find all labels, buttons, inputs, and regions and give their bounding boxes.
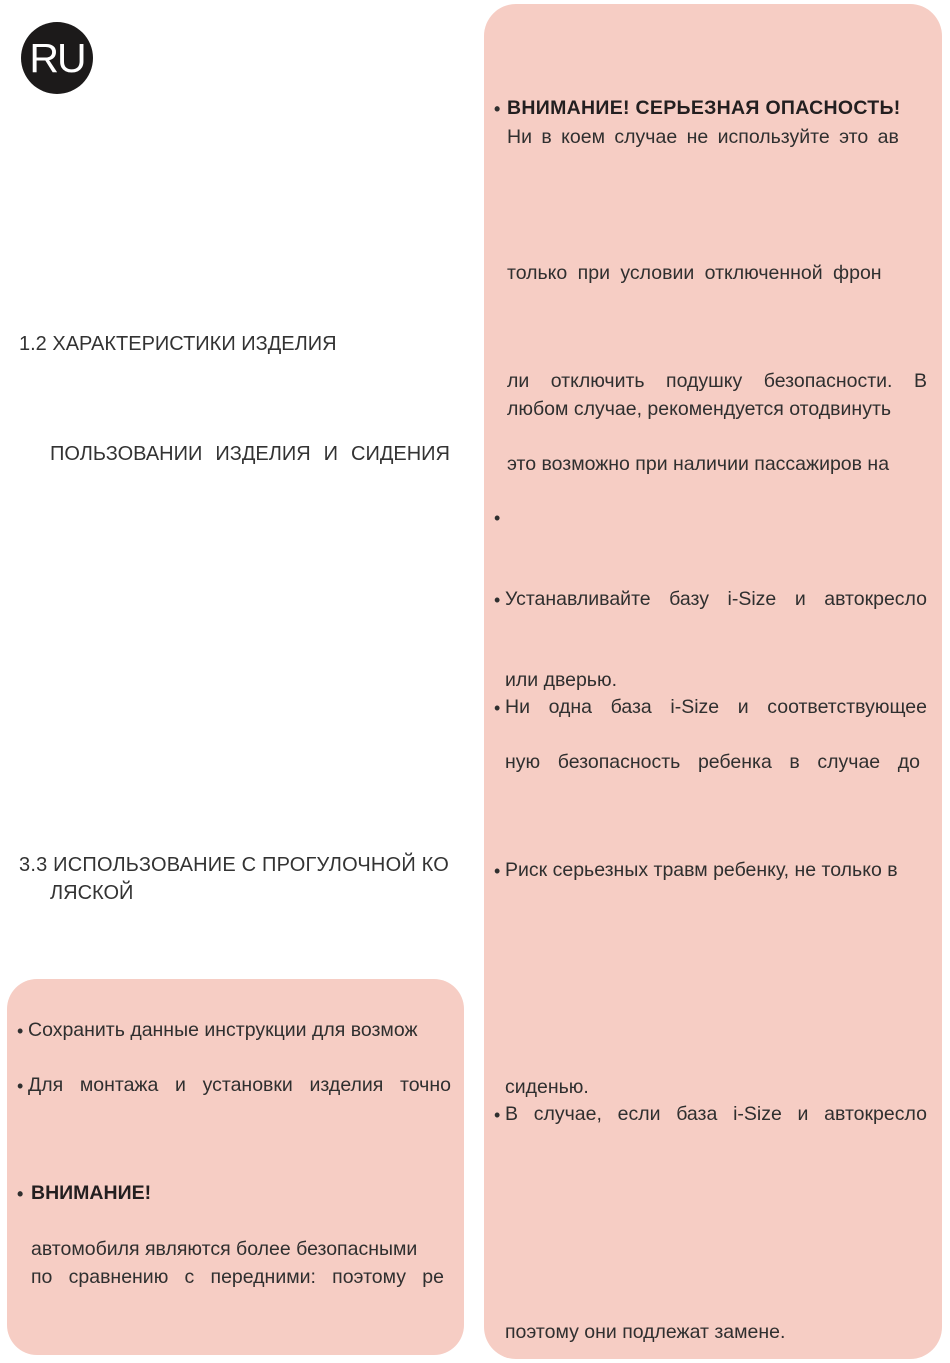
word: В bbox=[505, 1103, 519, 1125]
bullet-marker: • bbox=[494, 861, 501, 881]
word: передними: bbox=[210, 1266, 316, 1288]
section-1-2-heading: 1.2 ХАРАКТЕРИСТИКИ ИЗДЕЛИЯ bbox=[19, 333, 337, 355]
word: автокресло bbox=[824, 588, 927, 610]
word: точно bbox=[400, 1074, 451, 1096]
word: ную bbox=[505, 751, 541, 773]
bullet-marker: • bbox=[17, 1021, 24, 1041]
word: базу bbox=[669, 588, 709, 610]
warning-line: это возможно при наличии пассажиров на bbox=[507, 453, 890, 475]
word: СИДЕНИЯ bbox=[351, 443, 450, 465]
warning-line: поэтому они подлежат замене. bbox=[505, 1321, 786, 1343]
warning-line: Риск серьезных травм ребенку, не только в bbox=[505, 859, 898, 881]
word: база bbox=[610, 696, 652, 718]
word: если bbox=[617, 1103, 661, 1125]
word: с bbox=[184, 1266, 195, 1288]
warning-line: любом случае, рекомендуется отодвинуть bbox=[507, 398, 892, 420]
word: автокресло bbox=[824, 1103, 927, 1125]
word: i-Size bbox=[727, 588, 777, 610]
word: ре bbox=[422, 1266, 444, 1288]
warning-line bbox=[505, 1100, 927, 1128]
language-badge: RU bbox=[21, 22, 93, 94]
warning-line: или дверью. bbox=[505, 669, 617, 691]
word: безопасность bbox=[557, 751, 681, 773]
word: ребенка bbox=[697, 751, 772, 773]
section-3-3-heading-cont: ЛЯСКОЙ bbox=[50, 882, 134, 904]
word: монтажа bbox=[79, 1074, 159, 1096]
warning-line: Ни в коем случае не используйте это ав bbox=[507, 126, 899, 148]
word: установки bbox=[202, 1074, 293, 1096]
warning-line bbox=[505, 748, 920, 776]
bullet-marker: • bbox=[494, 698, 501, 718]
word: случае bbox=[817, 751, 881, 773]
bullet-marker: • bbox=[17, 1076, 24, 1096]
word: ИЗДЕЛИЯ bbox=[215, 443, 311, 465]
word: база bbox=[676, 1103, 718, 1125]
word: случае, bbox=[533, 1103, 602, 1125]
word: в bbox=[789, 751, 800, 773]
word: подушку bbox=[666, 370, 743, 392]
word: i-Size bbox=[670, 696, 720, 718]
warning-line: только при условии отключенной фрон bbox=[507, 262, 882, 284]
word: и bbox=[794, 588, 806, 610]
bullet-marker: • bbox=[494, 1105, 501, 1125]
section-3-3-heading: 3.3 ИСПОЛЬЗОВАНИЕ С ПРОГУЛОЧНОЙ КО bbox=[19, 854, 450, 876]
warning-title: ВНИМАНИЕ! bbox=[31, 1182, 152, 1204]
word: по bbox=[31, 1266, 53, 1288]
word: и bbox=[797, 1103, 809, 1125]
warning-line bbox=[505, 585, 927, 613]
word: ПОЛЬЗОВАНИИ bbox=[50, 443, 203, 465]
bullet-marker: • bbox=[494, 508, 501, 528]
word: одна bbox=[548, 696, 593, 718]
word: отключить bbox=[550, 370, 645, 392]
bullet-marker: • bbox=[494, 590, 501, 610]
word: поэтому bbox=[332, 1266, 407, 1288]
instruction-mount-item bbox=[28, 1071, 451, 1099]
usage-heading-line bbox=[50, 440, 450, 468]
warning-line bbox=[505, 693, 927, 721]
serious-warning-title: ВНИМАНИЕ! СЕРЬЕЗНАЯ ОПАСНОСТЬ! bbox=[507, 97, 901, 119]
word: и bbox=[737, 696, 749, 718]
word: и bbox=[175, 1074, 186, 1096]
bullet-marker: • bbox=[494, 99, 501, 119]
warning-line: сиденью. bbox=[505, 1076, 589, 1098]
word: безопасности. bbox=[763, 370, 893, 392]
word: Для bbox=[28, 1074, 64, 1096]
warning-text-line bbox=[31, 1263, 444, 1291]
word: изделия bbox=[309, 1074, 384, 1096]
bullet-marker: • bbox=[17, 1184, 24, 1204]
word: до bbox=[897, 751, 920, 773]
instruction-keep-item: Сохранить данные инструкции для возмож bbox=[28, 1019, 418, 1041]
word: В bbox=[913, 370, 927, 392]
word: соответствующее bbox=[767, 696, 927, 718]
warning-line bbox=[507, 367, 927, 395]
word: Ни bbox=[505, 696, 530, 718]
word: Устанавливайте bbox=[505, 588, 651, 610]
warning-text-line: автомобиля являются более безопасными bbox=[31, 1238, 418, 1260]
word: И bbox=[323, 443, 339, 465]
word: сравнению bbox=[68, 1266, 169, 1288]
word: ли bbox=[507, 370, 530, 392]
word: i-Size bbox=[733, 1103, 782, 1125]
